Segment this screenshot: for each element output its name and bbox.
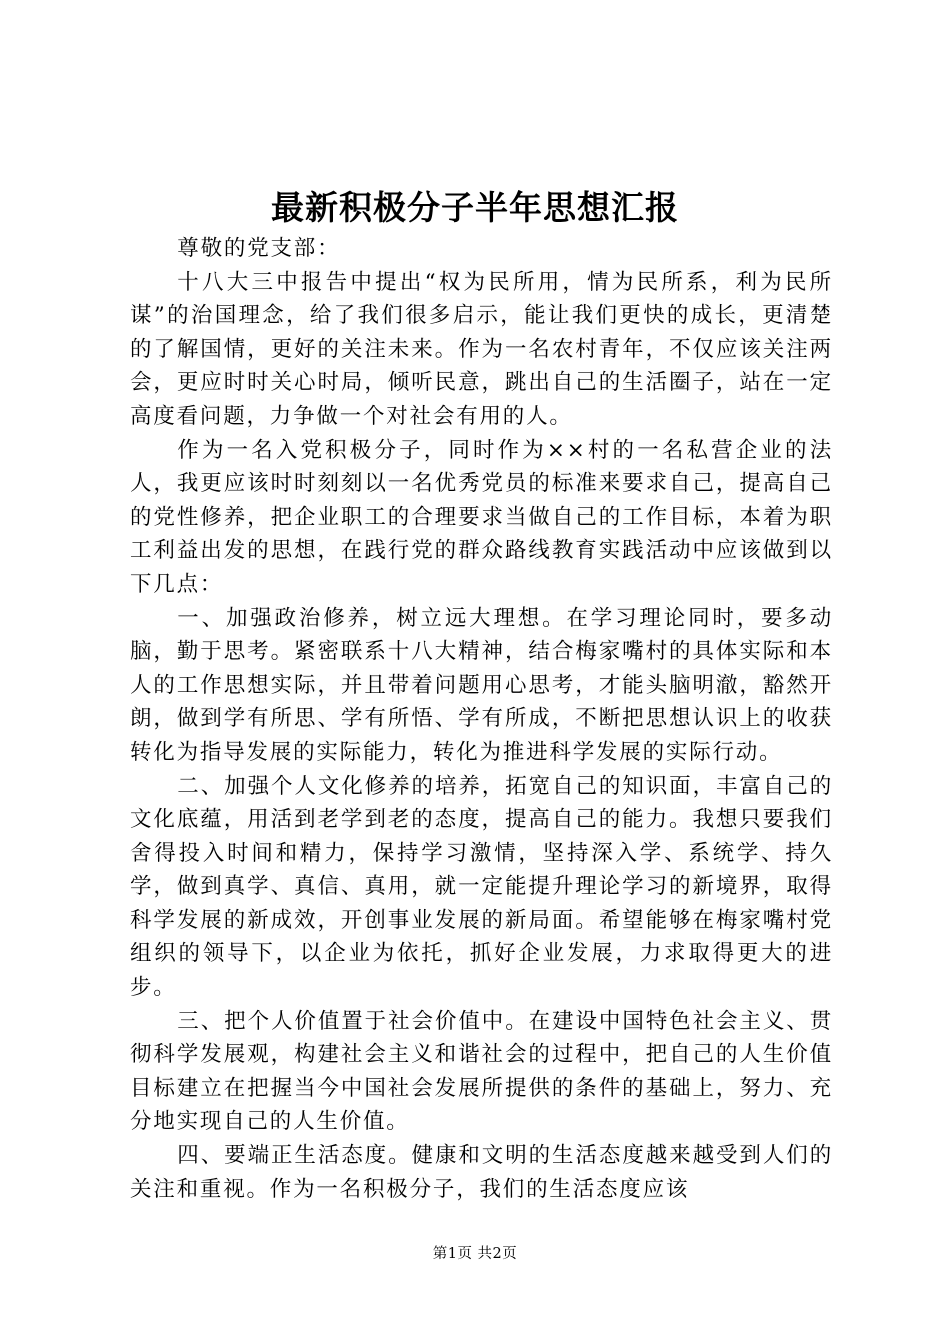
body-paragraph: 一、加强政治修养，树立远大理想。在学习理论同时，要多动脑，勤于思考。紧密联系十八大精神，结合梅家嘴村的具体实际和本人的工作思想实际，并且带着问题用心思考，才能头脑明澈，豁然开朗，做到学有所思、学有所悟、学有所成，不断把思想认识上的收获转化为指导发展的实际能力，转化为推进科学发展的实际行动。	[130, 605, 833, 765]
page-footer: 第1页 共2页	[432, 1246, 518, 1262]
body-paragraph: 三、把个人价值置于社会价值中。在建设中国特色社会主义、贯彻科学发展观，构建社会主义和谐社会的过程中，把自己的人生价值目标建立在把握当今中国社会发展所提供的条件的基础上，努力、充分地实现自己的人生价值。	[130, 1008, 833, 1135]
body-paragraph: 二、加强个人文化修养的培养，拓宽自己的知识面，丰富自己的文化底蕴，用活到老学到老的态度，提高自己的能力。我想只要我们舍得投入时间和精力，保持学习激情，坚持深入学、系统学、持久学，做到真学、真信、真用，就一定能提升理论学习的新境界，取得科学发展的新成效，开创事业发展的新局面。希望能够在梅家嘴村党组织的领导下，以企业为依托，抓好企业发展，力求取得更大的进步。	[130, 773, 833, 1001]
document-title: 最新积极分子半年思想汇报	[271, 188, 679, 227]
document-body	[130, 232, 833, 1206]
body-paragraph: 作为一名入党积极分子，同时作为××村的一名私营企业的法人，我更应该时时刻刻以一名优秀党员的标准来要求自己，提高自己的党性修养，把企业职工的合理要求当做自己的工作目标，本着为职工利益出发的思想，在践行党的群众路线教育实践活动中应该做到以下几点：	[130, 437, 833, 597]
salutation: 尊敬的党支部：	[177, 236, 341, 261]
body-paragraph: 十八大三中报告中提出“权为民所用，情为民所系，利为民所谋”的治国理念，给了我们很多启示，能让我们更快的成长，更清楚的了解国情，更好的关注未来。作为一名农村青年，不仅应该关注两会，更应时时关心时局，倾听民意，跳出自己的生活圈子，站在一定高度看问题，力争做一个对社会有用的人。	[130, 269, 833, 429]
body-paragraph: 四、要端正生活态度。健康和文明的生活态度越来越受到人们的关注和重视。作为一名积极分子，我们的生活态度应该	[130, 1143, 833, 1202]
